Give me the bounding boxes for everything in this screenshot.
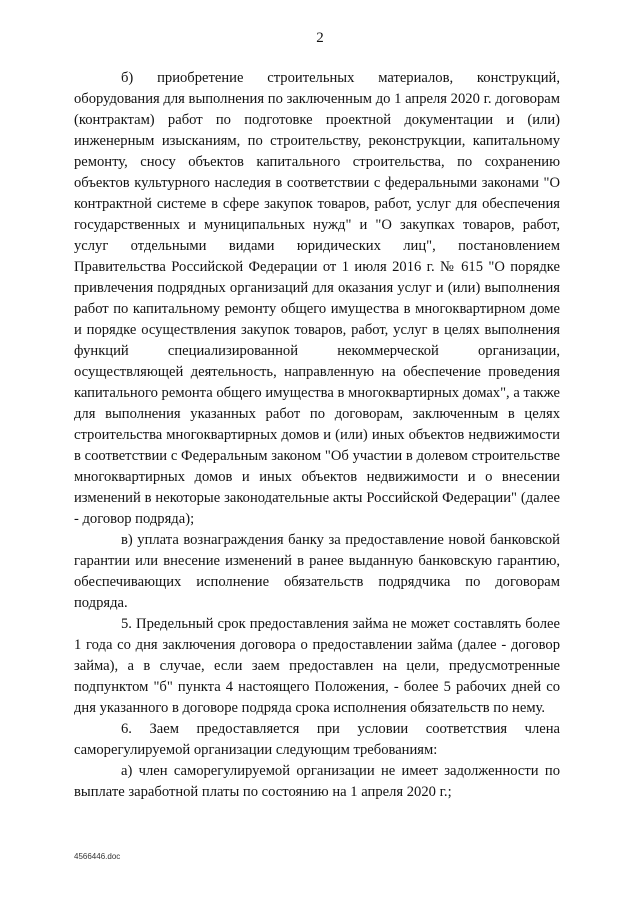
- paragraph-item-v: в) уплата вознаграждения банку за предоставление новой банковской гарантии или внесение изменений в ранее выданную банковскую гарантию, обеспечивающих исполнение обязательств подрядчика по договорам подряда.: [74, 532, 560, 611]
- paragraph-item-a: а) член саморегулируемой организации не имеет задолженности по выплате заработной платы по состоянию на 1 апреля 2020 г.;: [74, 763, 560, 800]
- document-body: [74, 68, 560, 803]
- document-file-code: 4566446.doc: [74, 852, 121, 861]
- paragraph-clause-6: 6. Заем предоставляется при условии соответствия члена саморегулируемой организации следующим требованиям:: [74, 721, 560, 758]
- page-number: 2: [316, 30, 324, 46]
- paragraph-clause-5: 5. Предельный срок предоставления займа не может составлять более 1 года со дня заключения договора о предоставлении займа (далее - договор займа), а в случае, если заем предоставлен на цели, предусмотренные подпунктом "б" пункта 4 настоящего Положения, - более 5 рабочих дней со дня указанного в договоре подряда срока исполнения обязательств по нему.: [74, 616, 560, 716]
- paragraph-item-b: б) приобретение строительных материалов, конструкций, оборудования для выполнения по заключенным до 1 апреля 2020 г. договорам (контрактам) работ по подготовке проектной документации и (или) инженерным изысканиям, по строительству, реконструкции, капитальному ремонту, сносу объектов капитального строительства, по сохранению объектов культурного наследия в соответствии с федеральными законами "О контрактной системе в сфере закупок товаров, работ, услуг для обеспечения государственных и муниципальных нужд" и "О закупках товаров, работ, услуг отдельными видами юридических лиц", постановлением Правительства Российской Федерации от 1 июля 2016 г. № 615 "О порядке привлечения подрядных организаций для оказания услуг и (или) выполнения работ по капитальному ремонту общего имущества в многоквартирном доме и порядке осуществления закупок товаров, работ, услуг в целях выполнения функций специализированной некоммерческой организации, осуществляющей деятельность, направленную на обеспечение проведения капитального ремонта общего имущества в многоквартирных домах", а также для выполнения указанных работ по договорам, заключенным в целях строительства многоквартирных домов и (или) иных объектов недвижимости в соответствии с Федеральным законом "Об участии в долевом строительстве многоквартирных домов и иных объектов недвижимости и о внесении изменений в некоторые законодательные акты Российской Федерации" (далее - договор подряда);: [74, 70, 560, 527]
